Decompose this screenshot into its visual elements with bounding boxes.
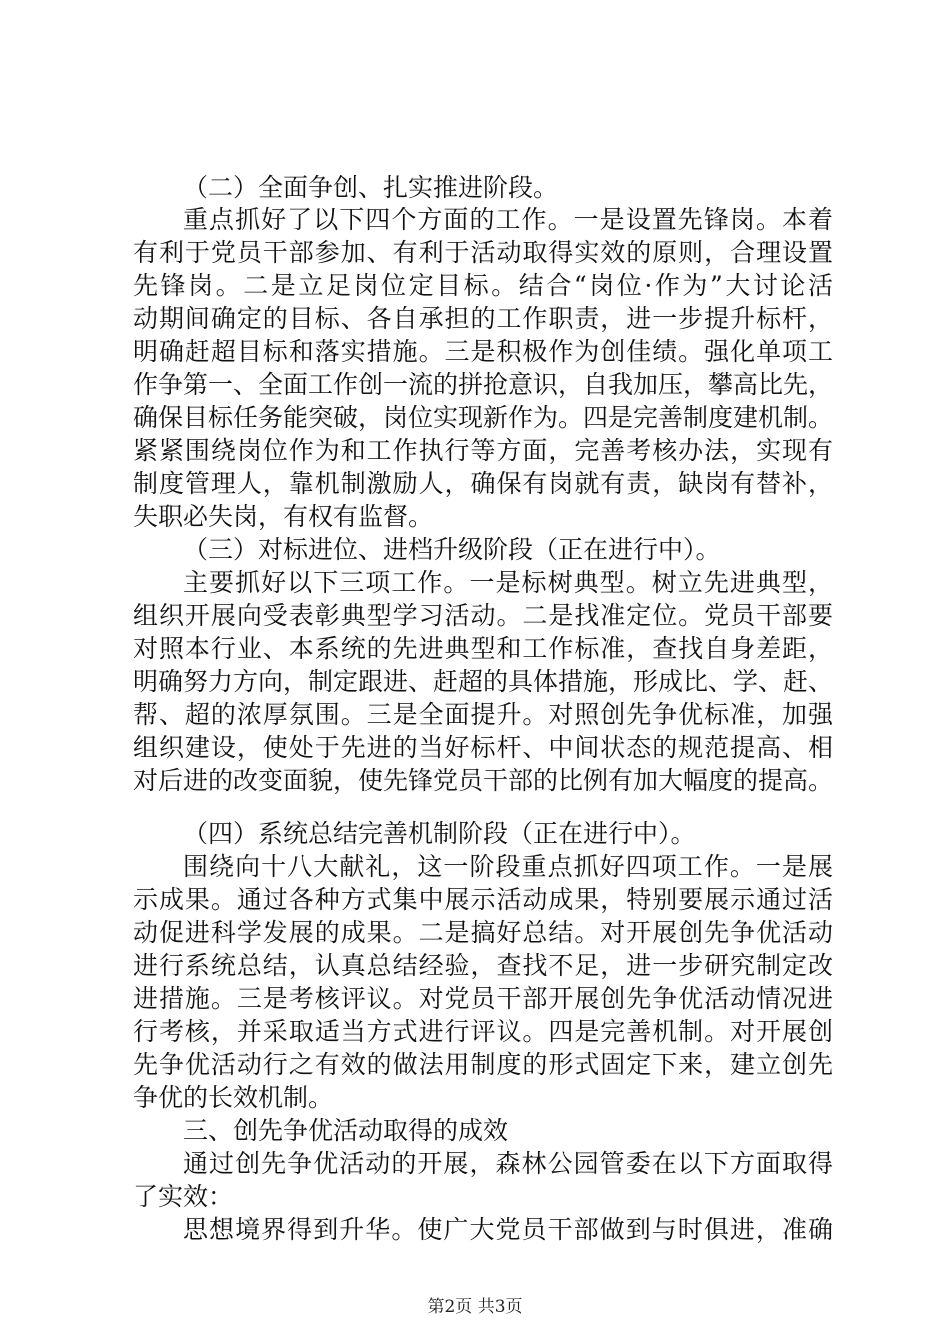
paragraph-line: 示成果。通过各种方式集中展示活动成果，特别要展示通过活 bbox=[133, 885, 833, 914]
paragraph-line: 作争第一、全面工作创一流的拼抢意识，自我加压，攀高比先， bbox=[133, 370, 834, 399]
paragraph-line: 进措施。三是考核评议。对党员干部开展创先争优活动情况进 bbox=[133, 984, 833, 1013]
paragraph-line: 组织开展向受表彰典型学习活动。二是找准定位。党员干部要 bbox=[133, 601, 833, 630]
paragraph-line: 了实效： bbox=[133, 1182, 234, 1211]
paragraph-line: 紧紧围绕岗位作为和工作执行等方面，完善考核办法，实现有 bbox=[133, 436, 833, 465]
paragraph-line: 确保目标任务能突破，岗位实现新作为。四是完善制度建机制。 bbox=[133, 403, 834, 432]
paragraph-line: 围绕向十八大献礼，这一阶段重点抓好四项工作。一是展 bbox=[183, 852, 833, 881]
paragraph-line: 制度管理人，靠机制激励人，确保有岗就有责，缺岗有替补， bbox=[133, 469, 833, 498]
paragraph-line: 明确努力方向，制定跟进、赶超的具体措施，形成比、学、赶、 bbox=[133, 667, 834, 696]
paragraph-line: 通过创先争优活动的开展，森林公园管委在以下方面取得 bbox=[183, 1149, 833, 1178]
paragraph-line: 主要抓好以下三项工作。一是标树典型。树立先进典型， bbox=[183, 568, 833, 597]
section-heading: （二）全面争创、扎实推进阶段。 bbox=[183, 173, 559, 202]
paragraph-line: 失职必失岗，有权有监督。 bbox=[133, 502, 434, 531]
page-footer: 第2页 共3页 bbox=[427, 1297, 523, 1317]
paragraph-line: 明确赶超目标和落实措施。三是积极作为创佳绩。强化单项工 bbox=[133, 337, 833, 366]
paragraph-line: 进行系统总结，认真总结经验，查找不足，进一步研究制定改 bbox=[133, 951, 833, 980]
paragraph-line: 行考核，并采取适当方式进行评议。四是完善机制。对开展创 bbox=[133, 1017, 833, 1046]
paragraph-line: 思想境界得到升华。使广大党员干部做到与时俱进，准确 bbox=[183, 1215, 833, 1244]
paragraph-line: 对后进的改变面貌，使先锋党员干部的比例有加大幅度的提高。 bbox=[133, 766, 834, 795]
paragraph-line: 先争优活动行之有效的做法用制度的形式固定下来，建立创先 bbox=[133, 1050, 833, 1079]
section-heading: 三、创先争优活动取得的成效 bbox=[183, 1116, 509, 1145]
section-heading: （四）系统总结完善机制阶段（正在进行中）。 bbox=[183, 819, 696, 848]
section-heading: （三）对标进位、进档升级阶段（正在进行中）。 bbox=[183, 535, 721, 564]
paragraph-line: 先锋岗。二是立足岗位定目标。结合“岗位·作为”大讨论活 bbox=[133, 271, 833, 300]
paragraph-line: 有利于党员干部参加、有利于活动取得实效的原则，合理设置 bbox=[133, 238, 833, 267]
paragraph-line: 动促进科学发展的成果。二是搞好总结。对开展创先争优活动 bbox=[133, 918, 833, 947]
paragraph-line: 帮、超的浓厚氛围。三是全面提升。对照创先争优标准，加强 bbox=[133, 700, 833, 729]
paragraph-line: 对照本行业、本系统的先进典型和工作标准，查找自身差距， bbox=[133, 634, 833, 663]
paragraph-line: 争优的长效机制。 bbox=[133, 1083, 334, 1112]
paragraph-line: 组织建设，使处于先进的当好标杆、中间状态的规范提高、相 bbox=[133, 733, 833, 762]
paragraph-line: 重点抓好了以下四个方面的工作。一是设置先锋岗。本着 bbox=[183, 205, 833, 234]
paragraph-line: 动期间确定的目标、各自承担的工作职责，进一步提升标杆， bbox=[133, 304, 833, 333]
